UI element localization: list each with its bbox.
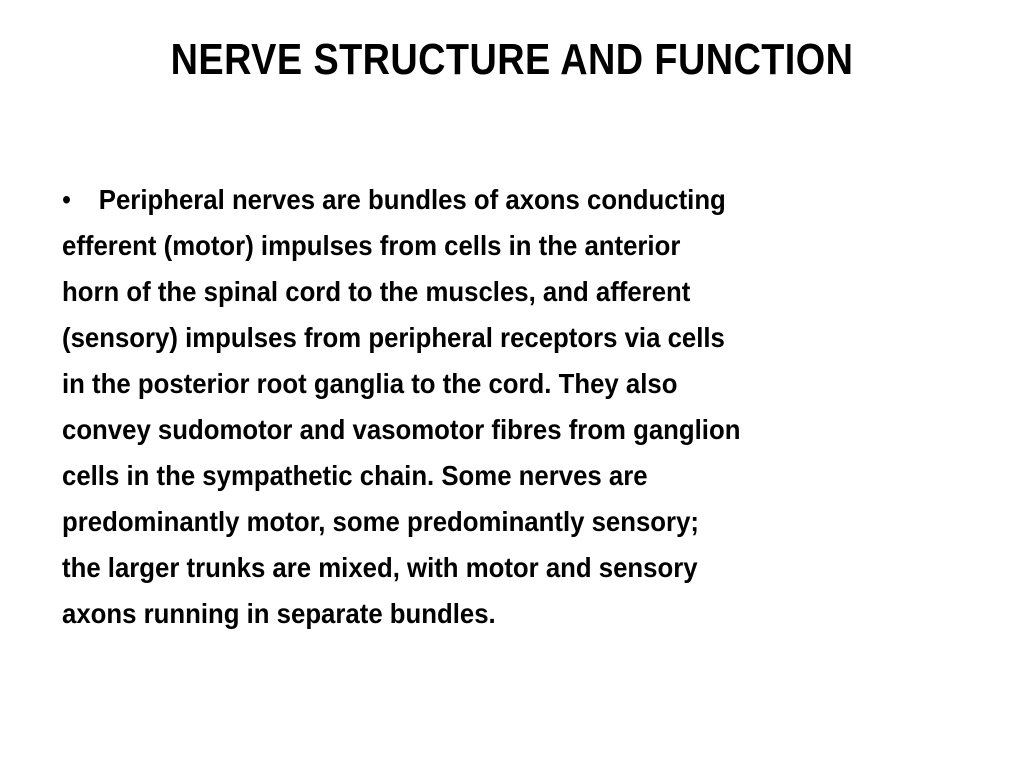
- body-line: the larger trunks are mixed, with motor and sensory: [62, 552, 698, 583]
- body-line: efferent (motor) impulses from cells in the anterior: [62, 230, 681, 261]
- bullet-point-icon: •: [62, 184, 72, 215]
- body-line: (sensory) impulses from peripheral receptors via cells: [62, 322, 725, 353]
- slide-title: NERVE STRUCTURE AND FUNCTION: [170, 35, 854, 84]
- bullet-paragraph: [62, 177, 927, 637]
- body-line: Peripheral nerves are bundles of axons conducting: [98, 184, 726, 215]
- slide-content: [62, 177, 1002, 637]
- body-line: horn of the spinal cord to the muscles, and afferent: [62, 276, 691, 307]
- body-line: predominantly motor, some predominantly sensory;: [62, 506, 699, 537]
- body-line: convey sudomotor and vasomotor fibres from ganglion: [62, 414, 741, 445]
- body-line: axons running in separate bundles.: [62, 598, 496, 629]
- body-line: cells in the sympathetic chain. Some nerves are: [62, 460, 648, 491]
- body-line: in the posterior root ganglia to the cord. They also: [62, 368, 678, 399]
